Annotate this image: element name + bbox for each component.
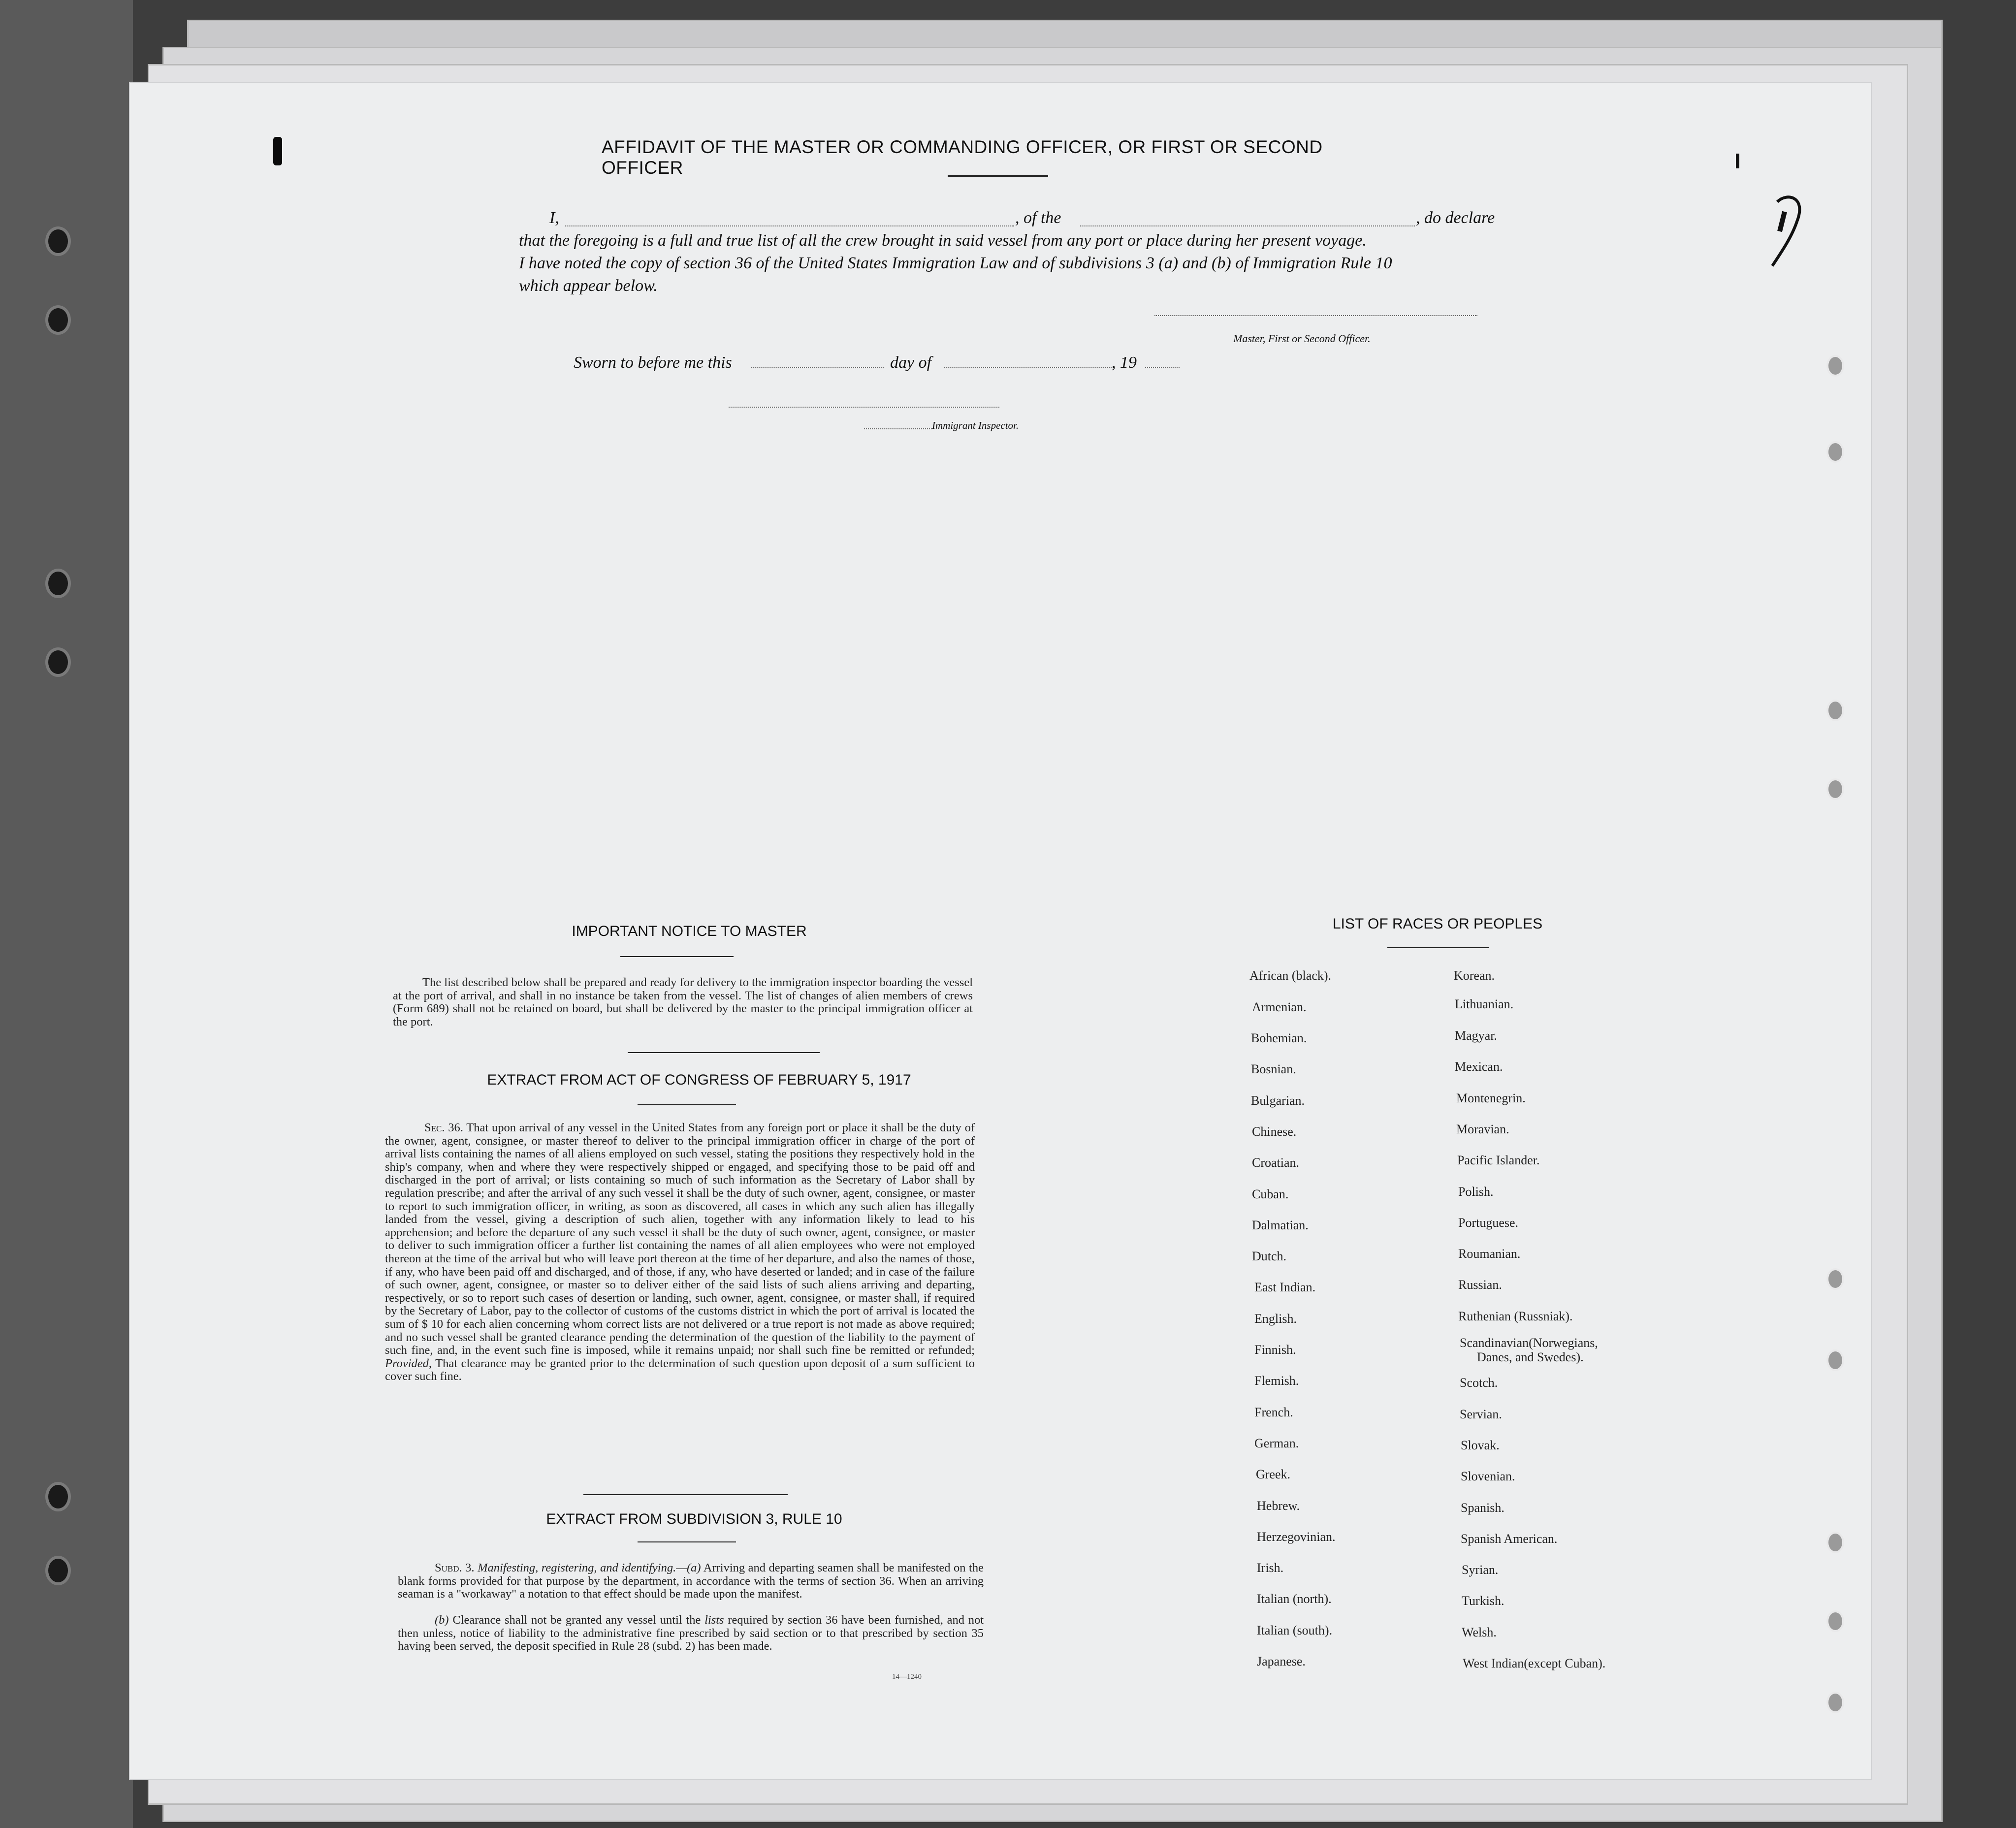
race-item: Chinese.: [1252, 1124, 1297, 1139]
race-item: German.: [1254, 1436, 1299, 1450]
race-item: Welsh.: [1462, 1625, 1497, 1639]
inspector-signature-line[interactable]: [729, 407, 999, 408]
rule-b-label: (b): [435, 1613, 449, 1627]
race-item: Bosnian.: [1251, 1062, 1296, 1076]
punch-hole: [1826, 355, 1844, 377]
inspector-label: Immigrant Inspector.: [932, 419, 1019, 431]
title-rule: [948, 175, 1048, 177]
declaration-line-4: which appear below.: [519, 277, 658, 295]
act-rule: [638, 1104, 736, 1105]
race-item: East Indian.: [1254, 1280, 1316, 1294]
race-item: Flemish.: [1254, 1374, 1299, 1388]
rule-rule: [638, 1541, 736, 1542]
race-item: Greek.: [1256, 1467, 1291, 1481]
punch-hole: [1826, 1532, 1844, 1553]
act-provided: Provided,: [385, 1356, 432, 1370]
declaration-line-3: I have noted the copy of section 36 of the United States Immigration Law and of subdivisions 3 (a) and (b) of Immigration Rule 10: [519, 254, 1392, 272]
race-item: Syrian.: [1462, 1563, 1499, 1577]
punch-hole: [1826, 1692, 1844, 1713]
binder-hole: [45, 647, 71, 677]
race-item: Slovenian.: [1461, 1469, 1515, 1483]
punch-mark: [273, 137, 282, 165]
punch-hole: [1826, 778, 1844, 800]
race-item: Montenegrin.: [1456, 1091, 1526, 1105]
act-text: [385, 1122, 975, 1383]
rule-subd-heading: Manifesting, registering, and identifying.—(a): [478, 1561, 701, 1574]
declaration-of: , of the: [1015, 209, 1061, 227]
race-item: Finnish.: [1254, 1343, 1296, 1357]
vessel-name-field[interactable]: [1080, 207, 1415, 226]
handwritten-mark: [1767, 192, 1812, 271]
declaration-declare: , do declare: [1416, 209, 1495, 227]
declaration-line-2: that the foregoing is a full and true list of all the crew brought in said vessel from any port or place during her present voyage.: [519, 231, 1367, 250]
master-name-field[interactable]: [565, 207, 1014, 226]
declaration: [519, 207, 1504, 297]
binder-hole: [45, 226, 71, 256]
binder-hole: [45, 569, 71, 598]
race-item-continued: Danes, and Swedes).: [1477, 1350, 1584, 1364]
race-item: Mexican.: [1455, 1059, 1503, 1074]
rule-b-text-1: Clearance shall not be granted any vessel until the: [452, 1613, 701, 1627]
race-item: Russian.: [1458, 1278, 1502, 1292]
master-signature-label: Master, First or Second Officer.: [1233, 332, 1371, 345]
race-item: Roumanian.: [1458, 1247, 1521, 1261]
binder-hole: [45, 1482, 71, 1511]
day-of-label: day of: [890, 353, 932, 372]
year-label: , 19: [1112, 353, 1137, 372]
race-item: Pacific Islander.: [1457, 1153, 1540, 1167]
rule-b-text-2: required by section 36 have been furnished, and not then unless, notice of liability to the administrative fine prescribed by said section or to that prescribed by section 35 having been served, the deposit specified in Rule 28 (subd. 2) has been made.: [398, 1613, 984, 1653]
master-signature-line[interactable]: [1154, 315, 1477, 316]
rule-subd-a: [398, 1562, 984, 1601]
race-item: Scandinavian(Norwegians,: [1460, 1336, 1598, 1350]
race-item: Bohemian.: [1251, 1031, 1307, 1045]
act-section-label: Sec. 36.: [424, 1121, 463, 1134]
race-item: Dutch.: [1252, 1249, 1287, 1263]
race-item: Italian (north).: [1257, 1592, 1332, 1606]
race-item: French.: [1254, 1405, 1293, 1419]
punch-hole: [1826, 441, 1844, 463]
notice-text: The list described below shall be prepared and ready for delivery to the immigration inspector boarding the vessel at the port of arrival, and shall in no instance be taken from the vessel. The list of changes of alien members of crews (Form 689) shall not be retained on board, but shall be delivered by the master to the principal immigration officer at the port.: [393, 976, 973, 1028]
rule-subd-label: Subd. 3.: [435, 1561, 475, 1574]
race-item: Turkish.: [1462, 1594, 1504, 1608]
notice-title: IMPORTANT NOTICE TO MASTER: [572, 923, 807, 939]
punch-hole: [1826, 1349, 1844, 1371]
race-item: Japanese.: [1257, 1654, 1306, 1668]
act-title: EXTRACT FROM ACT OF CONGRESS OF FEBRUARY 5, 1917: [487, 1072, 911, 1088]
race-item: African (black).: [1249, 968, 1332, 983]
punch-hole: [1826, 1268, 1844, 1290]
race-item: Italian (south).: [1257, 1623, 1333, 1637]
race-item: Scotch.: [1460, 1376, 1498, 1390]
race-item: Spanish American.: [1461, 1532, 1558, 1546]
race-item: Cuban.: [1252, 1187, 1289, 1201]
race-item: Bulgarian.: [1251, 1093, 1305, 1108]
race-item: Servian.: [1460, 1407, 1502, 1421]
binder-hole: [45, 305, 71, 335]
affidavit-title: AFFIDAVIT OF THE MASTER OR COMMANDING OFFICER, OR FIRST OR SECOND OFFICER: [602, 137, 1323, 178]
race-item: Slovak.: [1461, 1438, 1500, 1452]
act-body: That upon arrival of any vessel in the United States from any foreign port or place it shall be the duty of the owner, agent, consignee, or master thereof to deliver to the principal immigration officer in charge of the port of arrival lists containing the names of all aliens employed on such vessel, stating the positions they respectively hold in the ship's company, when and where they were respectively shipped or engaged, and specifying those to be paid off and discharged in the port of arrival; or lists containing so much of such information as the Secretary of Labor shall by regulation prescribe; and after the arrival of any such vessel it shall be the duty of such owner, agent, consignee, or master to report to such immigration officer, in writing, as soon as discovered, all cases in which any such alien has illegally landed from the vessel, giving a description of such alien, together with any information likely to lead to his apprehension; and before the departure of any such vessel it shall be the duty of such owner, agent, consignee, or master to deliver to such immigration officer a further list containing the names of all alien employees who were not employed thereon at the time of the arrival but who will leave port thereon at the time of her departure, and also the names of those, if any, who have been paid off and discharged, and of those, if any, who have deserted or landed; and in case of the failure of such owner, agent, consignee, or master so to deliver either of the said lists of such aliens arriving and departing, respectively, or so to report such cases of desertion or landing, such owner, agent, consignee, or master shall, if required by the Secretary of Labor, pay to the collector of customs of the customs district in which the port of arrival is located the sum of $ 10 for each alien concerning whom correct lists are not delivered or a true report is not made as above required; and no such vessel shall be granted clearance pending the determination of the question of the liability to the payment of such fine, and, in the event such fine is imposed, while it remains unpaid; nor shall such fine be remitted or refunded;: [385, 1121, 975, 1357]
declaration-i: I,: [549, 209, 559, 227]
race-item: Polish.: [1458, 1185, 1494, 1199]
race-item: Armenian.: [1252, 1000, 1307, 1014]
punch-hole: [1826, 1610, 1844, 1632]
race-item: Croatian.: [1252, 1155, 1300, 1170]
inspector-signature-line-2[interactable]: [864, 428, 932, 429]
rule-b-lists: lists: [704, 1613, 724, 1627]
race-item: Dalmatian.: [1252, 1218, 1309, 1232]
race-item: Herzegovinian.: [1257, 1530, 1336, 1544]
race-item: English.: [1254, 1312, 1297, 1326]
act-body-end: That clearance may be granted prior to the determination of such question upon deposit of a sum sufficient to cover such fine.: [385, 1356, 975, 1383]
race-item: Magyar.: [1455, 1028, 1497, 1043]
race-item: Irish.: [1257, 1561, 1284, 1575]
form-number: 14—1240: [892, 1673, 922, 1681]
punch-mark: [1736, 154, 1739, 168]
race-item: West Indian(except Cuban).: [1463, 1656, 1606, 1670]
act-divider: [583, 1494, 788, 1495]
race-item: Korean.: [1454, 968, 1495, 983]
sworn-year-field[interactable]: [1145, 367, 1180, 368]
sworn-month-field[interactable]: [944, 367, 1112, 368]
sworn-label: Sworn to before me this: [574, 353, 732, 372]
punch-hole: [1826, 700, 1844, 721]
binder-strip: [0, 0, 133, 1828]
binder-hole: [45, 1556, 71, 1585]
races-rule: [1387, 947, 1489, 948]
rule-title: EXTRACT FROM SUBDIVISION 3, RULE 10: [546, 1511, 842, 1527]
race-item: Hebrew.: [1257, 1499, 1300, 1513]
rule-subd-body: Arriving and departing seamen shall be manifested on the blank forms provided for that purpose by the department, in accordance with the terms of section 36. When an arriving seaman is a "workaway" a notation to that effect should be made upon the manifest.: [398, 1561, 984, 1601]
notice-rule: [620, 956, 734, 957]
race-item: Lithuanian.: [1455, 997, 1514, 1011]
race-item: Moravian.: [1456, 1122, 1509, 1136]
notice-divider: [628, 1052, 820, 1053]
sworn-day-field[interactable]: [751, 367, 884, 368]
race-item: Ruthenian (Russniak).: [1458, 1309, 1573, 1323]
race-item: Spanish.: [1461, 1501, 1504, 1515]
races-title: LIST OF RACES OR PEOPLES: [1332, 916, 1543, 932]
race-item: Portuguese.: [1458, 1216, 1519, 1230]
rule-subd-b: [398, 1614, 984, 1653]
